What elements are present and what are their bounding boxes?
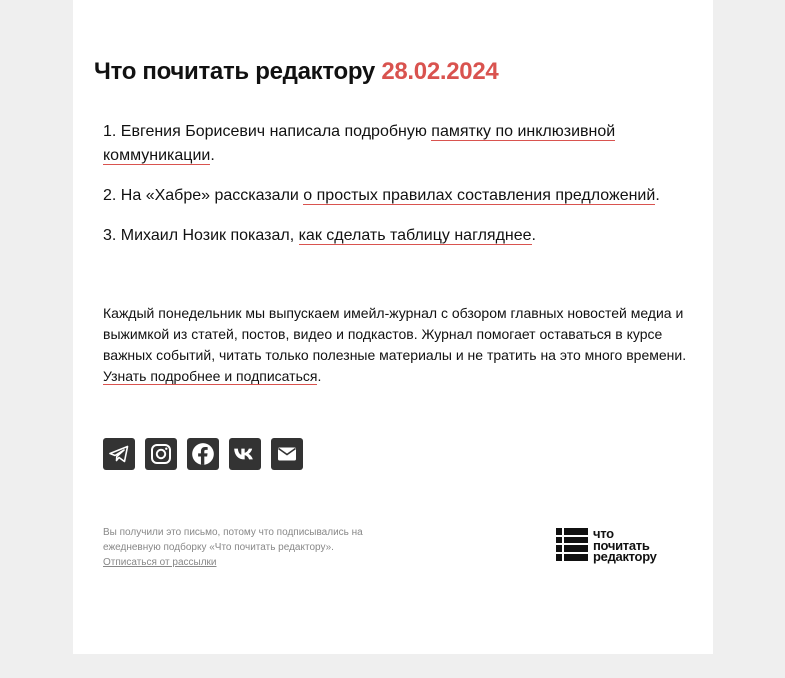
item-text: 1. Евгения Борисевич написала подробную	[103, 123, 432, 140]
social-links	[103, 438, 303, 470]
list-item	[103, 120, 663, 168]
newsletter-title	[94, 58, 498, 86]
item-suffix: .	[655, 187, 660, 204]
about-suffix: .	[317, 368, 322, 384]
article-link-sentence-rules[interactable]: о простых правилах составления предложений	[303, 187, 656, 204]
vk-icon[interactable]	[229, 438, 261, 470]
about-paragraph	[103, 303, 688, 387]
logo-wordmark	[593, 528, 657, 563]
item-suffix: .	[210, 147, 215, 164]
article-list	[103, 120, 663, 264]
unsubscribe-link[interactable]: Отписаться от рассылки	[103, 557, 217, 568]
item-text: 3. Михаил Нозик показал,	[103, 227, 299, 244]
logo-line: что	[593, 526, 614, 541]
logo-mark-icon	[556, 528, 588, 561]
article-link-table-clarity[interactable]: как сделать таблицу нагляднее	[298, 227, 532, 244]
email-icon[interactable]	[271, 438, 303, 470]
item-text: 2. На «Хабре» рассказали	[103, 187, 304, 204]
item-suffix: .	[531, 227, 536, 244]
logo-line: редактору	[593, 549, 657, 564]
footer-text: Вы получили это письмо, потому что подписывались на ежедневную подборку «Что почитать редактору».	[103, 527, 363, 553]
list-item	[103, 224, 663, 248]
email-card	[73, 0, 713, 654]
footer-note	[103, 525, 393, 570]
subscribe-link[interactable]: Узнать подробнее и подписаться	[103, 368, 318, 384]
issue-date: 28.02.2024	[381, 58, 499, 85]
instagram-icon[interactable]	[145, 438, 177, 470]
list-item	[103, 184, 663, 208]
telegram-icon[interactable]	[103, 438, 135, 470]
about-text: Каждый понедельник мы выпускаем имейл-журнал с обзором главных новостей медиа и выжимкой из статей, постов, видео и подкастов. Журнал помогает оставаться в курсе важных событий, читать только полезные материалы и не тратить на это много времени.	[103, 305, 687, 363]
title-text: Что почитать редактору	[94, 58, 375, 85]
facebook-icon[interactable]	[187, 438, 219, 470]
article-link-inclusive-communication[interactable]: памятку по инклюзивной коммуникации	[103, 123, 616, 164]
logo-line: почитать	[593, 537, 650, 553]
brand-logo	[556, 528, 657, 563]
